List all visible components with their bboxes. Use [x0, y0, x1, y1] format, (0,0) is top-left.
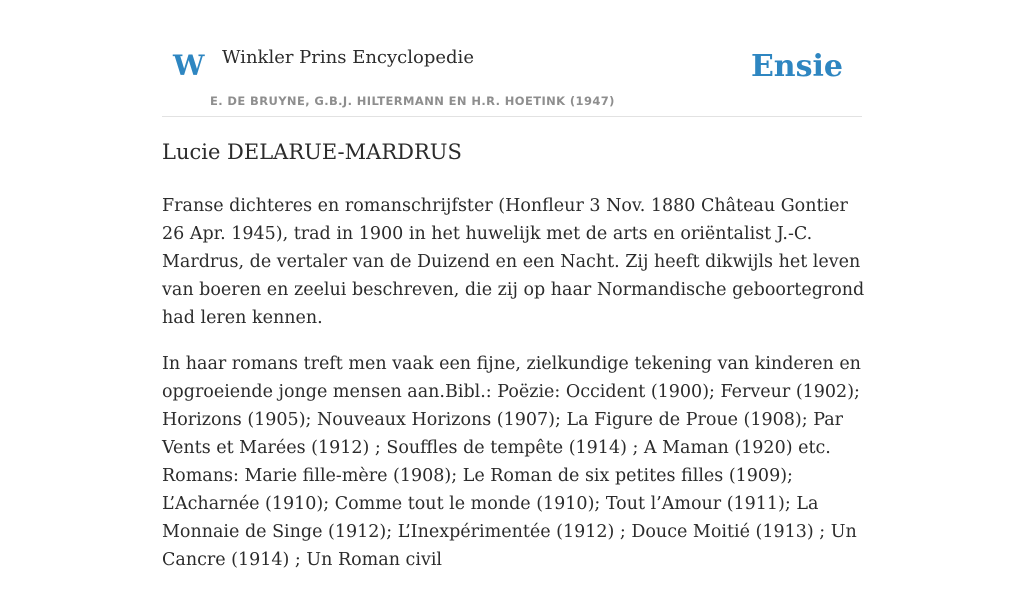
winkler-prins-logo[interactable]: W: [173, 49, 205, 82]
article-paragraph: Franse dichteres en romanschrijfster (Honfleur 3 Nov. 1880 Château Gontier 26 Apr. 1945), trad in 1900 in het huwelijk met de arts en oriëntalist J.-C. Mardrus, de vertaler van de Duizend en een Nacht. Zij heeft dikwijls het leven van boeren en zeelui beschreven, die zij op haar Normandische geboortegrond had leren kennen.: [162, 196, 865, 328]
article-body: [162, 192, 866, 592]
source-header: [162, 0, 862, 117]
page-container: [162, 0, 865, 570]
ensie-logo[interactable]: Ensie: [750, 49, 843, 84]
source-title[interactable]: Winkler Prins Encyclopedie: [222, 47, 474, 68]
source-authors: E. DE BRUYNE, G.B.J. HILTERMANN EN H.R. HOETINK (1947): [210, 94, 615, 108]
article-title: Lucie DELARUE-MARDRUS: [162, 140, 462, 164]
article-paragraph: In haar romans treft men vaak een fijne, zielkundige tekening van kinderen en opgroeiende jonge mensen aan.Bibl.: Poëzie: Occident (1900); Ferveur (1902); Horizons (1905); Nouveaux Horizons (1907); La Figure de Proue (1908); Par Vents et Marées (1912) ; Souffles de tempête (1914) ; A Maman (1920) etc. Romans: Marie fille-mère (1908); Le Roman de six petites filles (1909); L’Acharnée (1910); Comme tout le monde (1910); Tout l’Amour (1911); La Monnaie de Singe (1912); L’Inexpérimentée (1912) ; Douce Moitié (1913) ; Un Cancre (1914) ; Un Roman civil: [162, 354, 861, 570]
